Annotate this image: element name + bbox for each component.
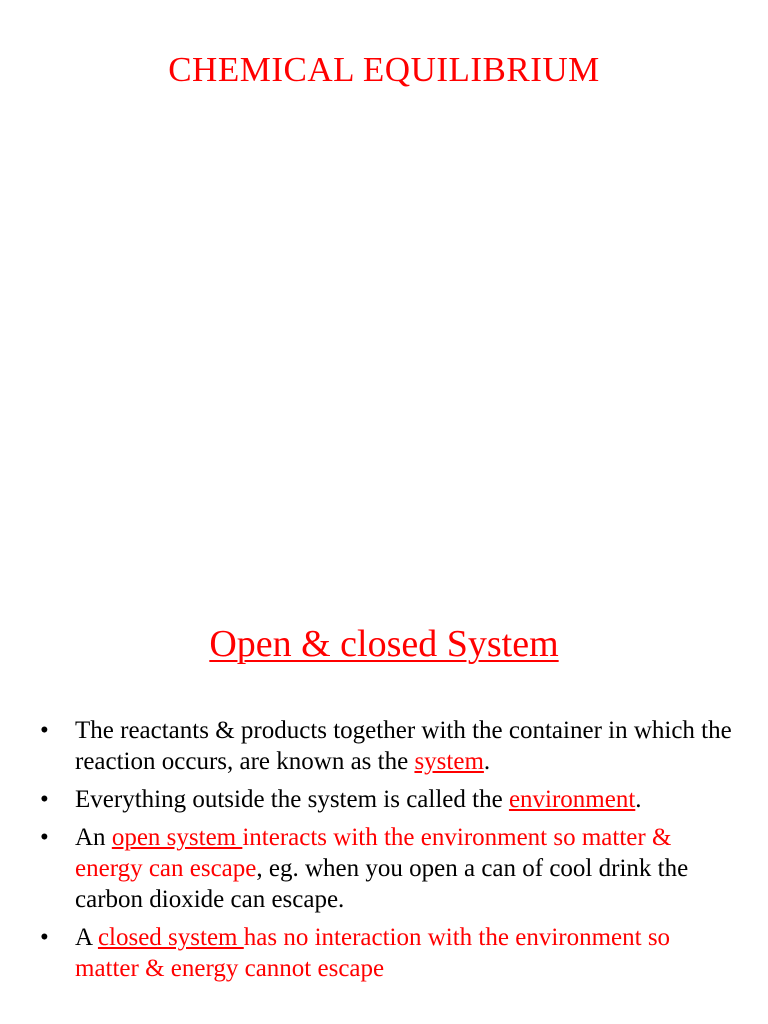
bullet-text-end: .	[635, 786, 642, 813]
bullet-item-closed-system	[40, 922, 740, 984]
bullet-item-environment	[40, 784, 740, 815]
bullet-icon: •	[40, 824, 49, 851]
section-title-text: Open & closed System	[209, 623, 559, 665]
bullet-emphasis: interacts with the environment so matter & energy can escape	[75, 824, 672, 882]
bullet-text-end: .	[483, 748, 491, 775]
bullet-item-open-system	[40, 822, 740, 915]
slide-title: CHEMICAL EQUILIBRIUM	[168, 50, 600, 89]
term-open-system: open system	[111, 824, 243, 851]
term-environment: environment	[508, 786, 636, 813]
section-title	[0, 622, 768, 666]
bullet-text-end: , eg. when you open a can of cool drink the carbon dioxide can escape.	[75, 855, 689, 913]
bullet-item-system	[40, 715, 740, 777]
bullet-text: Everything outside the system is called the	[75, 786, 509, 813]
bullet-text: The reactants & products together with the container in which the reaction occurs, are known as the	[75, 717, 732, 775]
bullet-icon: •	[40, 717, 49, 744]
bullet-text: A	[75, 924, 98, 951]
bullet-list	[40, 715, 740, 991]
bullet-text: An	[75, 824, 112, 851]
term-system: system	[414, 748, 484, 775]
bullet-icon: •	[40, 924, 49, 951]
bullet-icon: •	[40, 786, 49, 813]
term-closed-system: closed system	[97, 924, 244, 951]
bullet-emphasis: has no interaction with the environment so matter & energy cannot escape	[75, 924, 671, 982]
